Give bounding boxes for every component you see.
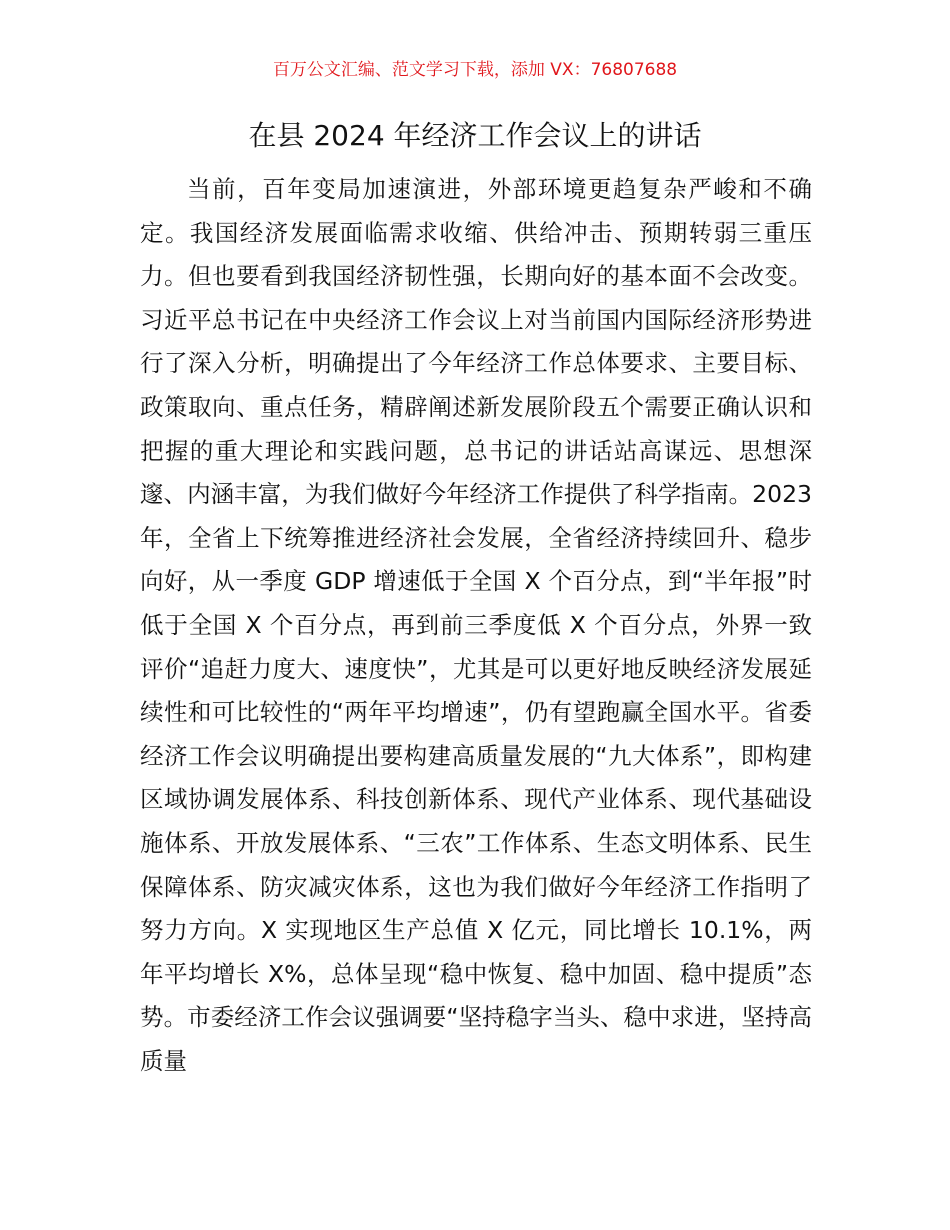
body-paragraph: 当前，百年变局加速演进，外部环境更趋复杂严峻和不确定。我国经济发展面临需求收缩、供给冲击、预期转弱三重压力。但也要看到我国经济韧性强，长期向好的基本面不会改变。习近平总书记在中央经济工作会议上对当前国内国际经济形势进行了深入分析，明确提出了今年经济工作总体要求、主要目标、政策取向、重点任务，精辟阐述新发展阶段五个需要正确认识和把握的重大理论和实践问题，总书记的讲话站高谋远、思想深邃、内涵丰富，为我们做好今年经济工作提供了科学指南。2023 年，全省上下统筹推进经济社会发展，全省经济持续回升、稳步向好，从一季度 GDP 增速低于全国 X 个百分点，到“半年报”时低于全国 X 个百分点，再到前三季度低 X 个百分点，外界一致评价“追赶力度大、速度快”，尤其是可以更好地反映经济发展延续性和可比较性的“两年平均增速”，仍有望跑赢全国水平。省委经济工作会议明确提出要构建高质量发展的“九大体系”，即构建区域协调发展体系、科技创新体系、现代产业体系、现代基础设施体系、开放发展体系、“三农”工作体系、生态文明体系、民生保障体系、防灾减灾体系，这也为我们做好今年经济工作指明了努力方向。X 实现地区生产总值 X 亿元，同比增长 10.1%，两年平均增长 X%，总体呈现“稳中恢复、稳中加固、稳中提质”态势。市委经济工作会议强调要“坚持稳字当头、稳中求进，坚持高质量 (140, 175, 812, 1075)
document-title: 在县 2024 年经济工作会议上的讲话 (248, 119, 702, 152)
header-banner: 百万公文汇编、范文学习下载，添加 VX：76807688 (272, 60, 678, 80)
